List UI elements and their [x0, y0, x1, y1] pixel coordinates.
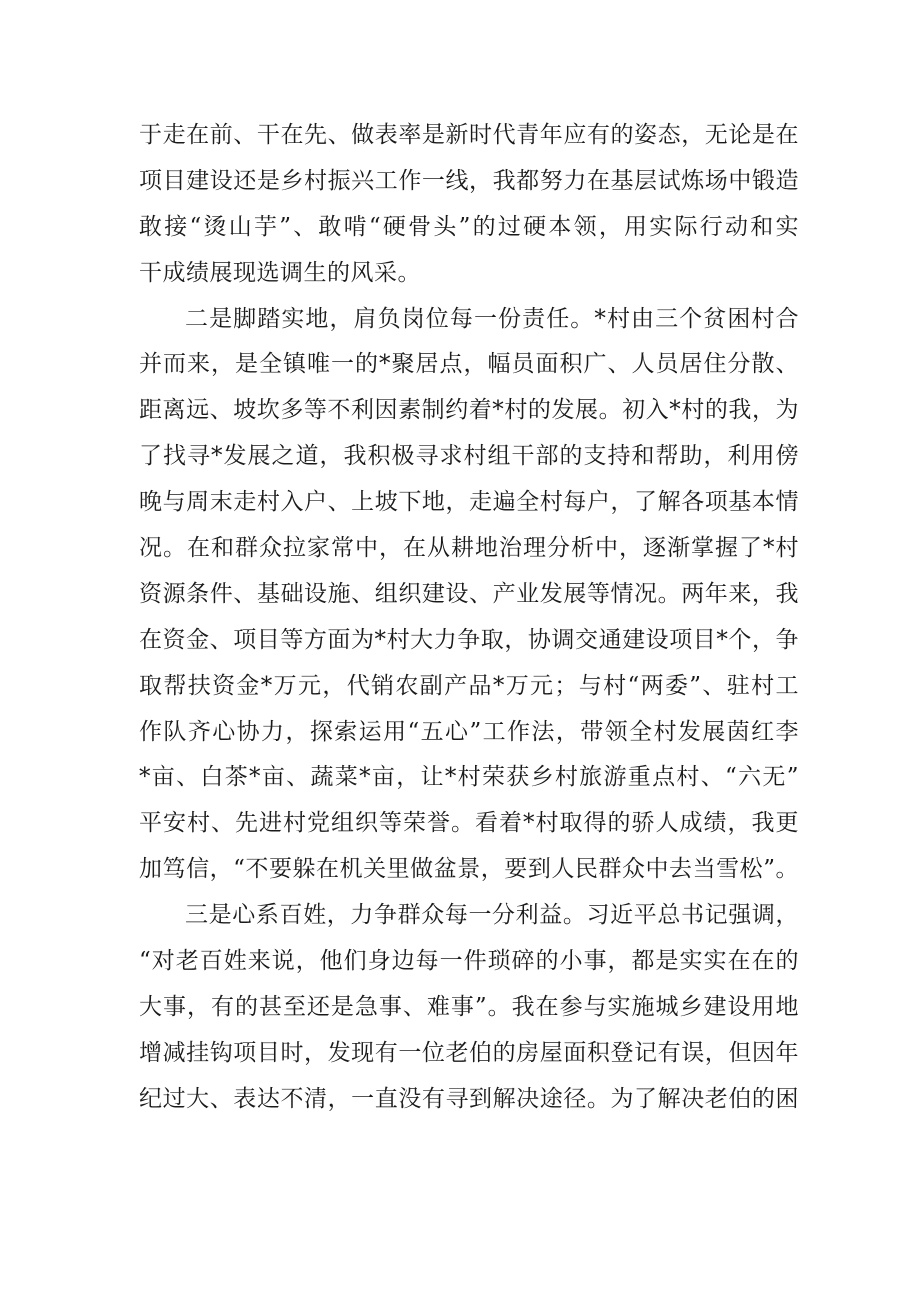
text-line-11: 资源条件、基础设施、组织建设、产业发展等情况。两年来，我: [139, 580, 799, 607]
document-body: [139, 113, 799, 1123]
text-line-1: 于走在前、干在先、做表率是新时代青年应有的姿态，无论是在: [139, 122, 799, 148]
text-line-7: 距离远、坡坎多等不利因素制约着*村的发展。初入*村的我，为: [139, 397, 799, 424]
text-line-17: 加笃信，“不要躲在机关里做盆景，要到人民群众中去当雪松”。: [139, 856, 799, 883]
text-line-4: 干成绩展现选调生的风采。: [139, 259, 421, 286]
text-line-12: 在资金、项目等方面为*村大力争取，协调交通建设项目*个，争: [139, 626, 799, 653]
text-line-16: 平安村、先进村党组织等荣誉。看着*村取得的骄人成绩，我更: [139, 810, 799, 837]
text-line-20: 大事，有的甚至还是急事、难事”。我在参与实施城乡建设用地: [139, 993, 799, 1020]
text-line-22: 纪过大、表达不清，一直没有寻到解决途径。为了解决老伯的困: [139, 1085, 799, 1112]
text-line-15: *亩、白茶*亩、蔬菜*亩，让*村荣获乡村旅游重点村、“六无”: [139, 764, 799, 791]
text-line-3: 敢接“烫山芋”、敢啃“硬骨头”的过硬本领，用实际行动和实: [139, 213, 799, 240]
text-line-14: 作队齐心协力，探索运用“五心”工作法，带领全村发展茵红李: [139, 718, 799, 745]
text-line-6: 并而来，是全镇唯一的*聚居点，幅员面积广、人员居住分散、: [139, 351, 799, 378]
text-line-21: 增减挂钩项目时，发现有一位老伯的房屋面积登记有误，但因年: [139, 1039, 799, 1066]
text-line-19: “对老百姓来说，他们身边每一件琐碎的小事，都是实实在在的: [139, 948, 799, 975]
text-line-13: 取帮扶资金*万元，代销农副产品*万元；与村“两委”、驻村工: [139, 672, 799, 699]
text-line-9: 晚与周末走村入户、上坡下地，走遍全村每户，了解各项基本情: [139, 489, 799, 516]
text-line-10: 况。在和群众拉家常中，在从耕地治理分析中，逐渐掌握了*村: [139, 535, 799, 562]
text-line-8: 了找寻*发展之道，我积极寻求村组干部的支持和帮助，利用傍: [139, 443, 799, 470]
text-line-2: 项目建设还是乡村振兴工作一线，我都努力在基层试炼场中锻造: [139, 167, 799, 194]
paragraph-2-first-line: 二是脚踏实地，肩负岗位每一份责任。*村由三个贫困村合: [185, 305, 799, 332]
paragraph-3-first-line: 三是心系百姓，力争群众每一分利益。习近平总书记强调，: [185, 902, 799, 929]
